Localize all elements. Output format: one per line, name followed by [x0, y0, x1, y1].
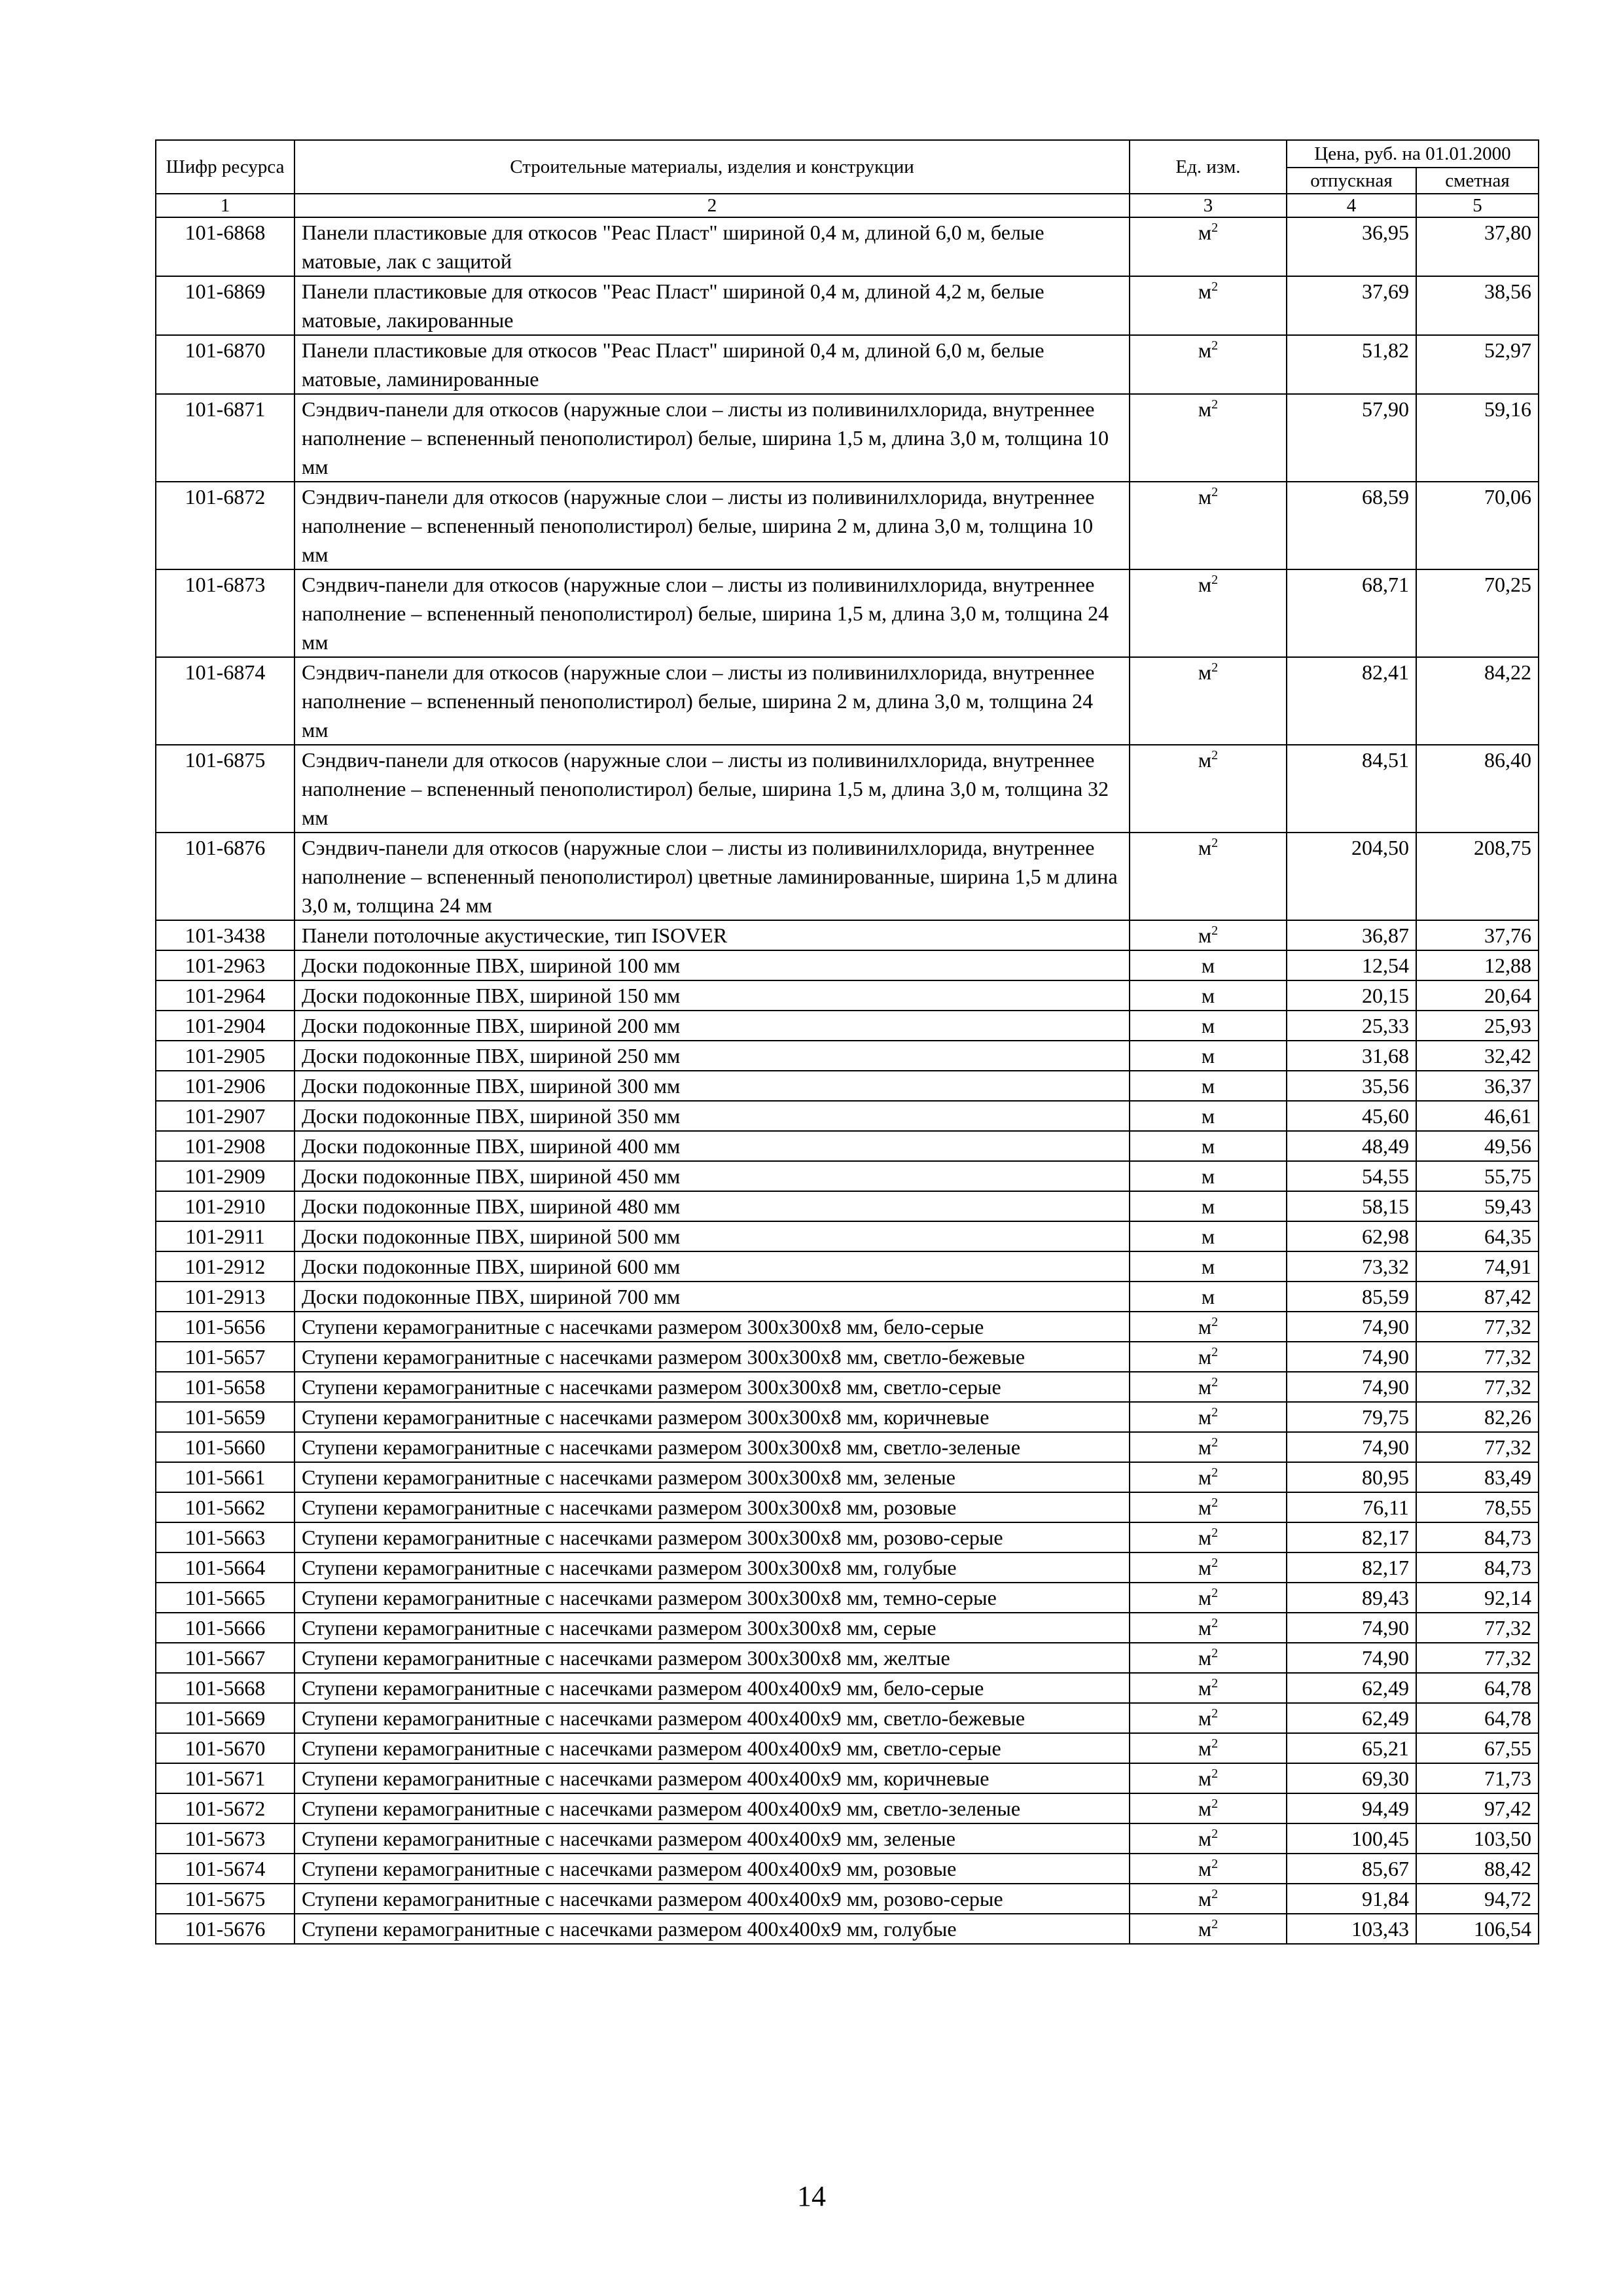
table-row: [156, 833, 1539, 920]
estimate-price: 12,88: [1416, 950, 1539, 980]
resource-code: 101-5660: [156, 1432, 294, 1462]
estimate-price: 77,32: [1416, 1643, 1539, 1673]
resource-code: 101-5657: [156, 1342, 294, 1372]
unit-of-measure: $м^2$: [1130, 1643, 1287, 1673]
unit-of-measure: $м^2$: [1130, 1703, 1287, 1733]
release-price: 103,43: [1287, 1914, 1416, 1944]
unit-of-measure: $м^2$: [1130, 1733, 1287, 1763]
table-row: [156, 1854, 1539, 1884]
release-price: 84,51: [1287, 745, 1416, 833]
release-price: 37,69: [1287, 276, 1416, 335]
estimate-price: 59,16: [1416, 394, 1539, 482]
estimate-price: 59,43: [1416, 1191, 1539, 1221]
table-row: [156, 1823, 1539, 1854]
estimate-price: 77,32: [1416, 1432, 1539, 1462]
release-price: 58,15: [1287, 1191, 1416, 1221]
estimate-price: 71,73: [1416, 1763, 1539, 1793]
unit-of-measure: м: [1130, 1282, 1287, 1312]
material-name: Доски подоконные ПВХ, шириной 300 мм: [294, 1071, 1130, 1101]
table-header: [156, 140, 1539, 217]
estimate-price: 36,37: [1416, 1071, 1539, 1101]
resource-code: 101-6874: [156, 657, 294, 745]
release-price: 54,55: [1287, 1161, 1416, 1191]
release-price: 74,90: [1287, 1432, 1416, 1462]
unit-of-measure: м: [1130, 980, 1287, 1011]
unit-of-measure: $м^2$: [1130, 833, 1287, 920]
material-name: Сэндвич-панели для откосов (наружные слои – листы из поливинилхлорида, внутреннее наполнение – вспененный пенополистирол) цветные ламинированные, ширина 1,5 м длина 3,0 м, толщина 24 мм: [294, 833, 1130, 920]
release-price: 31,68: [1287, 1041, 1416, 1071]
estimate-price: 106,54: [1416, 1914, 1539, 1944]
estimate-price: 77,32: [1416, 1613, 1539, 1643]
resource-code: 101-5656: [156, 1312, 294, 1342]
release-price: 48,49: [1287, 1131, 1416, 1161]
unit-of-measure: м: [1130, 1161, 1287, 1191]
table-row: [156, 1312, 1539, 1342]
table-row: [156, 1071, 1539, 1101]
resource-code: 101-2904: [156, 1011, 294, 1041]
table-row: [156, 1282, 1539, 1312]
resource-code: 101-5669: [156, 1703, 294, 1733]
material-name: Панели пластиковые для откосов "Реас Пласт" шириной 0,4 м, длиной 4,2 м, белые матовые, лакированные: [294, 276, 1130, 335]
material-name: Ступени керамогранитные с насечками размером 300x300x8 мм, коричневые: [294, 1402, 1130, 1432]
table-row: [156, 657, 1539, 745]
material-name: Доски подоконные ПВХ, шириной 700 мм: [294, 1282, 1130, 1312]
header-price: Цена, руб. на 01.01.2000: [1287, 140, 1539, 168]
table-row: [156, 1793, 1539, 1823]
material-name: Доски подоконные ПВХ, шириной 200 мм: [294, 1011, 1130, 1041]
table-row: [156, 920, 1539, 950]
column-number: 3: [1130, 194, 1287, 217]
unit-of-measure: $м^2$: [1130, 1402, 1287, 1432]
table-row: [156, 276, 1539, 335]
release-price: 79,75: [1287, 1402, 1416, 1432]
resource-code: 101-2909: [156, 1161, 294, 1191]
material-name: Доски подоконные ПВХ, шириной 450 мм: [294, 1161, 1130, 1191]
resource-code: 101-5676: [156, 1914, 294, 1944]
resource-code: 101-6871: [156, 394, 294, 482]
resource-code: 101-6869: [156, 276, 294, 335]
material-name: Ступени керамогранитные с насечками размером 400x400x9 мм, светло-бежевые: [294, 1703, 1130, 1733]
resource-code: 101-5672: [156, 1793, 294, 1823]
material-name: Панели потолочные акустические, тип ISOVER: [294, 920, 1130, 950]
material-name: Ступени керамогранитные с насечками размером 300x300x8 мм, голубые: [294, 1552, 1130, 1583]
estimate-price: 52,97: [1416, 335, 1539, 394]
release-price: 76,11: [1287, 1492, 1416, 1522]
resource-code: 101-2906: [156, 1071, 294, 1101]
estimate-price: 84,22: [1416, 657, 1539, 745]
material-name: Доски подоконные ПВХ, шириной 400 мм: [294, 1131, 1130, 1161]
unit-of-measure: $м^2$: [1130, 1823, 1287, 1854]
release-price: 68,71: [1287, 569, 1416, 657]
estimate-price: 67,55: [1416, 1733, 1539, 1763]
resource-code: 101-6868: [156, 217, 294, 276]
material-name: Доски подоконные ПВХ, шириной 500 мм: [294, 1221, 1130, 1251]
release-price: 74,90: [1287, 1342, 1416, 1372]
material-name: Ступени керамогранитные с насечками размером 300x300x8 мм, светло-зеленые: [294, 1432, 1130, 1462]
column-number: 5: [1416, 194, 1539, 217]
unit-of-measure: $м^2$: [1130, 745, 1287, 833]
resource-code: 101-2912: [156, 1251, 294, 1282]
estimate-price: 87,42: [1416, 1282, 1539, 1312]
unit-of-measure: $м^2$: [1130, 335, 1287, 394]
resource-code: 101-6873: [156, 569, 294, 657]
table-row: [156, 335, 1539, 394]
material-name: Доски подоконные ПВХ, шириной 150 мм: [294, 980, 1130, 1011]
release-price: 25,33: [1287, 1011, 1416, 1041]
table-row: [156, 1462, 1539, 1492]
estimate-price: 82,26: [1416, 1402, 1539, 1432]
unit-of-measure: м: [1130, 1131, 1287, 1161]
release-price: 35,56: [1287, 1071, 1416, 1101]
material-name: Доски подоконные ПВХ, шириной 480 мм: [294, 1191, 1130, 1221]
table-row: [156, 1221, 1539, 1251]
resource-code: 101-5667: [156, 1643, 294, 1673]
material-name: Ступени керамогранитные с насечками размером 300x300x8 мм, бело-серые: [294, 1312, 1130, 1342]
column-number: 2: [294, 194, 1130, 217]
resource-code: 101-5666: [156, 1613, 294, 1643]
release-price: 65,21: [1287, 1733, 1416, 1763]
unit-of-measure: м: [1130, 1191, 1287, 1221]
estimate-price: 25,93: [1416, 1011, 1539, 1041]
material-name: Ступени керамогранитные с насечками размером 400x400x9 мм, бело-серые: [294, 1673, 1130, 1703]
estimate-price: 70,06: [1416, 482, 1539, 569]
table-row: [156, 482, 1539, 569]
release-price: 62,98: [1287, 1221, 1416, 1251]
table-row: [156, 950, 1539, 980]
resource-code: 101-5670: [156, 1733, 294, 1763]
unit-of-measure: $м^2$: [1130, 1673, 1287, 1703]
table-row: [156, 1643, 1539, 1673]
unit-of-measure: м: [1130, 1101, 1287, 1131]
material-name: Сэндвич-панели для откосов (наружные слои – листы из поливинилхлорида, внутреннее наполнение – вспененный пенополистирол) белые, ширина 1,5 м, длина 3,0 м, толщина 32 мм: [294, 745, 1130, 833]
estimate-price: 88,42: [1416, 1854, 1539, 1884]
estimate-price: 38,56: [1416, 276, 1539, 335]
table-row: [156, 1492, 1539, 1522]
resource-code: 101-5675: [156, 1884, 294, 1914]
estimate-price: 86,40: [1416, 745, 1539, 833]
unit-of-measure: $м^2$: [1130, 1884, 1287, 1914]
release-price: 20,15: [1287, 980, 1416, 1011]
estimate-price: 92,14: [1416, 1583, 1539, 1613]
material-name: Доски подоконные ПВХ, шириной 350 мм: [294, 1101, 1130, 1131]
material-name: Ступени керамогранитные с насечками размером 300x300x8 мм, розово-серые: [294, 1522, 1130, 1552]
table-row: [156, 1583, 1539, 1613]
release-price: 82,17: [1287, 1552, 1416, 1583]
release-price: 82,41: [1287, 657, 1416, 745]
unit-of-measure: $м^2$: [1130, 1312, 1287, 1342]
resource-code: 101-5668: [156, 1673, 294, 1703]
estimate-price: 49,56: [1416, 1131, 1539, 1161]
material-name: Ступени керамогранитные с насечками размером 300x300x8 мм, зеленые: [294, 1462, 1130, 1492]
unit-of-measure: $м^2$: [1130, 1914, 1287, 1944]
resource-code: 101-2910: [156, 1191, 294, 1221]
material-name: Сэндвич-панели для откосов (наружные слои – листы из поливинилхлорида, внутреннее наполнение – вспененный пенополистирол) белые, ширина 1,5 м, длина 3,0 м, толщина 24 мм: [294, 569, 1130, 657]
estimate-price: 37,76: [1416, 920, 1539, 950]
release-price: 89,43: [1287, 1583, 1416, 1613]
table-row: [156, 745, 1539, 833]
header-estimate-price: сметная: [1416, 168, 1539, 194]
resource-code: 101-6875: [156, 745, 294, 833]
resource-code: 101-6870: [156, 335, 294, 394]
material-name: Доски подоконные ПВХ, шириной 250 мм: [294, 1041, 1130, 1071]
material-name: Ступени керамогранитные с насечками размером 400x400x9 мм, голубые: [294, 1914, 1130, 1944]
release-price: 73,32: [1287, 1251, 1416, 1282]
material-name: Ступени керамогранитные с насечками размером 300x300x8 мм, желтые: [294, 1643, 1130, 1673]
resource-code: 101-5662: [156, 1492, 294, 1522]
resource-code: 101-2964: [156, 980, 294, 1011]
material-name: Ступени керамогранитные с насечками размером 400x400x9 мм, розовые: [294, 1854, 1130, 1884]
unit-of-measure: $м^2$: [1130, 1342, 1287, 1372]
table-row: [156, 1884, 1539, 1914]
estimate-price: 103,50: [1416, 1823, 1539, 1854]
release-price: 204,50: [1287, 833, 1416, 920]
estimate-price: 208,75: [1416, 833, 1539, 920]
material-name: Ступени керамогранитные с насечками размером 400x400x9 мм, коричневые: [294, 1763, 1130, 1793]
unit-of-measure: $м^2$: [1130, 1793, 1287, 1823]
unit-of-measure: $м^2$: [1130, 394, 1287, 482]
resource-code: 101-5658: [156, 1372, 294, 1402]
release-price: 36,87: [1287, 920, 1416, 950]
estimate-price: 84,73: [1416, 1522, 1539, 1552]
material-name: Ступени керамогранитные с насечками размером 400x400x9 мм, розово-серые: [294, 1884, 1130, 1914]
resource-code: 101-5663: [156, 1522, 294, 1552]
material-name: Доски подоконные ПВХ, шириной 600 мм: [294, 1251, 1130, 1282]
resource-code: 101-5665: [156, 1583, 294, 1613]
release-price: 74,90: [1287, 1613, 1416, 1643]
unit-of-measure: м: [1130, 1011, 1287, 1041]
table-row: [156, 980, 1539, 1011]
release-price: 57,90: [1287, 394, 1416, 482]
materials-price-table: [155, 139, 1539, 1945]
table-row: [156, 217, 1539, 276]
material-name: Панели пластиковые для откосов "Реас Пласт" шириной 0,4 м, длиной 6,0 м, белые матовые, лак с защитой: [294, 217, 1130, 276]
resource-code: 101-5674: [156, 1854, 294, 1884]
material-name: Панели пластиковые для откосов "Реас Пласт" шириной 0,4 м, длиной 6,0 м, белые матовые, ламинированные: [294, 335, 1130, 394]
release-price: 100,45: [1287, 1823, 1416, 1854]
release-price: 74,90: [1287, 1372, 1416, 1402]
material-name: Ступени керамогранитные с насечками размером 300x300x8 мм, темно-серые: [294, 1583, 1130, 1613]
table-row: [156, 1251, 1539, 1282]
resource-code: 101-2905: [156, 1041, 294, 1071]
material-name: Сэндвич-панели для откосов (наружные слои – листы из поливинилхлорида, внутреннее наполнение – вспененный пенополистирол) белые, ширина 1,5 м, длина 3,0 м, толщина 10 мм: [294, 394, 1130, 482]
table-row: [156, 1342, 1539, 1372]
table-row: [156, 1161, 1539, 1191]
table-row: [156, 1402, 1539, 1432]
release-price: 85,59: [1287, 1282, 1416, 1312]
resource-code: 101-2907: [156, 1101, 294, 1131]
resource-code: 101-2913: [156, 1282, 294, 1312]
estimate-price: 37,80: [1416, 217, 1539, 276]
resource-code: 101-2908: [156, 1131, 294, 1161]
estimate-price: 84,73: [1416, 1552, 1539, 1583]
estimate-price: 55,75: [1416, 1161, 1539, 1191]
release-price: 36,95: [1287, 217, 1416, 276]
header-release-price: отпускная: [1287, 168, 1416, 194]
table-row: [156, 1733, 1539, 1763]
table-row: [156, 569, 1539, 657]
resource-code: 101-3438: [156, 920, 294, 950]
material-name: Ступени керамогранитные с насечками размером 400x400x9 мм, светло-зеленые: [294, 1793, 1130, 1823]
release-price: 85,67: [1287, 1854, 1416, 1884]
table-row: [156, 1613, 1539, 1643]
resource-code: 101-6872: [156, 482, 294, 569]
release-price: 51,82: [1287, 335, 1416, 394]
table-row: [156, 1673, 1539, 1703]
estimate-price: 77,32: [1416, 1342, 1539, 1372]
material-name: Ступени керамогранитные с насечками размером 400x400x9 мм, светло-серые: [294, 1733, 1130, 1763]
estimate-price: 64,78: [1416, 1703, 1539, 1733]
estimate-price: 64,35: [1416, 1221, 1539, 1251]
unit-of-measure: $м^2$: [1130, 1522, 1287, 1552]
material-name: Сэндвич-панели для откосов (наружные слои – листы из поливинилхлорида, внутреннее наполнение – вспененный пенополистирол) белые, ширина 2 м, длина 3,0 м, толщина 10 мм: [294, 482, 1130, 569]
table-row: [156, 1191, 1539, 1221]
estimate-price: 70,25: [1416, 569, 1539, 657]
table-row: [156, 1131, 1539, 1161]
unit-of-measure: м: [1130, 1251, 1287, 1282]
resource-code: 101-2963: [156, 950, 294, 980]
estimate-price: 83,49: [1416, 1462, 1539, 1492]
table-body: [156, 217, 1539, 1944]
table-row: [156, 1011, 1539, 1041]
header-unit: Ед. изм.: [1130, 140, 1287, 194]
estimate-price: 46,61: [1416, 1101, 1539, 1131]
resource-code: 101-5661: [156, 1462, 294, 1492]
unit-of-measure: м: [1130, 1221, 1287, 1251]
release-price: 94,49: [1287, 1793, 1416, 1823]
estimate-price: 77,32: [1416, 1372, 1539, 1402]
table-row: [156, 1703, 1539, 1733]
unit-of-measure: м: [1130, 1041, 1287, 1071]
estimate-price: 78,55: [1416, 1492, 1539, 1522]
unit-of-measure: $м^2$: [1130, 1583, 1287, 1613]
unit-of-measure: $м^2$: [1130, 1854, 1287, 1884]
resource-code: 101-5671: [156, 1763, 294, 1793]
resource-code: 101-5673: [156, 1823, 294, 1854]
release-price: 45,60: [1287, 1101, 1416, 1131]
unit-of-measure: $м^2$: [1130, 1432, 1287, 1462]
material-name: Ступени керамогранитные с насечками размером 400x400x9 мм, зеленые: [294, 1823, 1130, 1854]
resource-code: 101-5659: [156, 1402, 294, 1432]
material-name: Ступени керамогранитные с насечками размером 300x300x8 мм, серые: [294, 1613, 1130, 1643]
table-row: [156, 1552, 1539, 1583]
release-price: 74,90: [1287, 1312, 1416, 1342]
resource-code: 101-2911: [156, 1221, 294, 1251]
header-code: Шифр ресурса: [156, 140, 294, 194]
release-price: 62,49: [1287, 1673, 1416, 1703]
unit-of-measure: $м^2$: [1130, 1763, 1287, 1793]
release-price: 74,90: [1287, 1643, 1416, 1673]
release-price: 82,17: [1287, 1522, 1416, 1552]
estimate-price: 77,32: [1416, 1312, 1539, 1342]
release-price: 12,54: [1287, 950, 1416, 980]
release-price: 62,49: [1287, 1703, 1416, 1733]
material-name: Ступени керамогранитные с насечками размером 300x300x8 мм, светло-серые: [294, 1372, 1130, 1402]
table-row: [156, 1101, 1539, 1131]
release-price: 91,84: [1287, 1884, 1416, 1914]
estimate-price: 20,64: [1416, 980, 1539, 1011]
table-row: [156, 1763, 1539, 1793]
unit-of-measure: $м^2$: [1130, 657, 1287, 745]
unit-of-measure: $м^2$: [1130, 1462, 1287, 1492]
estimate-price: 97,42: [1416, 1793, 1539, 1823]
estimate-price: 64,78: [1416, 1673, 1539, 1703]
material-name: Сэндвич-панели для откосов (наружные слои – листы из поливинилхлорида, внутреннее наполнение – вспененный пенополистирол) белые, ширина 2 м, длина 3,0 м, толщина 24 мм: [294, 657, 1130, 745]
unit-of-measure: $м^2$: [1130, 1372, 1287, 1402]
estimate-price: 74,91: [1416, 1251, 1539, 1282]
resource-code: 101-6876: [156, 833, 294, 920]
table-row: [156, 394, 1539, 482]
unit-of-measure: $м^2$: [1130, 1613, 1287, 1643]
unit-of-measure: $м^2$: [1130, 1552, 1287, 1583]
unit-of-measure: $м^2$: [1130, 276, 1287, 335]
unit-of-measure: м: [1130, 1071, 1287, 1101]
unit-of-measure: $м^2$: [1130, 482, 1287, 569]
table-row: [156, 1522, 1539, 1552]
resource-code: 101-5664: [156, 1552, 294, 1583]
release-price: 68,59: [1287, 482, 1416, 569]
table-row: [156, 1914, 1539, 1944]
page-number: 14: [797, 2180, 826, 2212]
release-price: 69,30: [1287, 1763, 1416, 1793]
column-number: 1: [156, 194, 294, 217]
table-row: [156, 1372, 1539, 1402]
unit-of-measure: $м^2$: [1130, 1492, 1287, 1522]
unit-of-measure: $м^2$: [1130, 217, 1287, 276]
table-row: [156, 1041, 1539, 1071]
material-name: Ступени керамогранитные с насечками размером 300x300x8 мм, светло-бежевые: [294, 1342, 1130, 1372]
release-price: 80,95: [1287, 1462, 1416, 1492]
estimate-price: 94,72: [1416, 1884, 1539, 1914]
unit-of-measure: $м^2$: [1130, 920, 1287, 950]
estimate-price: 32,42: [1416, 1041, 1539, 1071]
column-number: 4: [1287, 194, 1416, 217]
table-row: [156, 1432, 1539, 1462]
header-name: Строительные материалы, изделия и конструкции: [294, 140, 1130, 194]
material-name: Доски подоконные ПВХ, шириной 100 мм: [294, 950, 1130, 980]
unit-of-measure: $м^2$: [1130, 569, 1287, 657]
unit-of-measure: м: [1130, 950, 1287, 980]
material-name: Ступени керамогранитные с насечками размером 300x300x8 мм, розовые: [294, 1492, 1130, 1522]
